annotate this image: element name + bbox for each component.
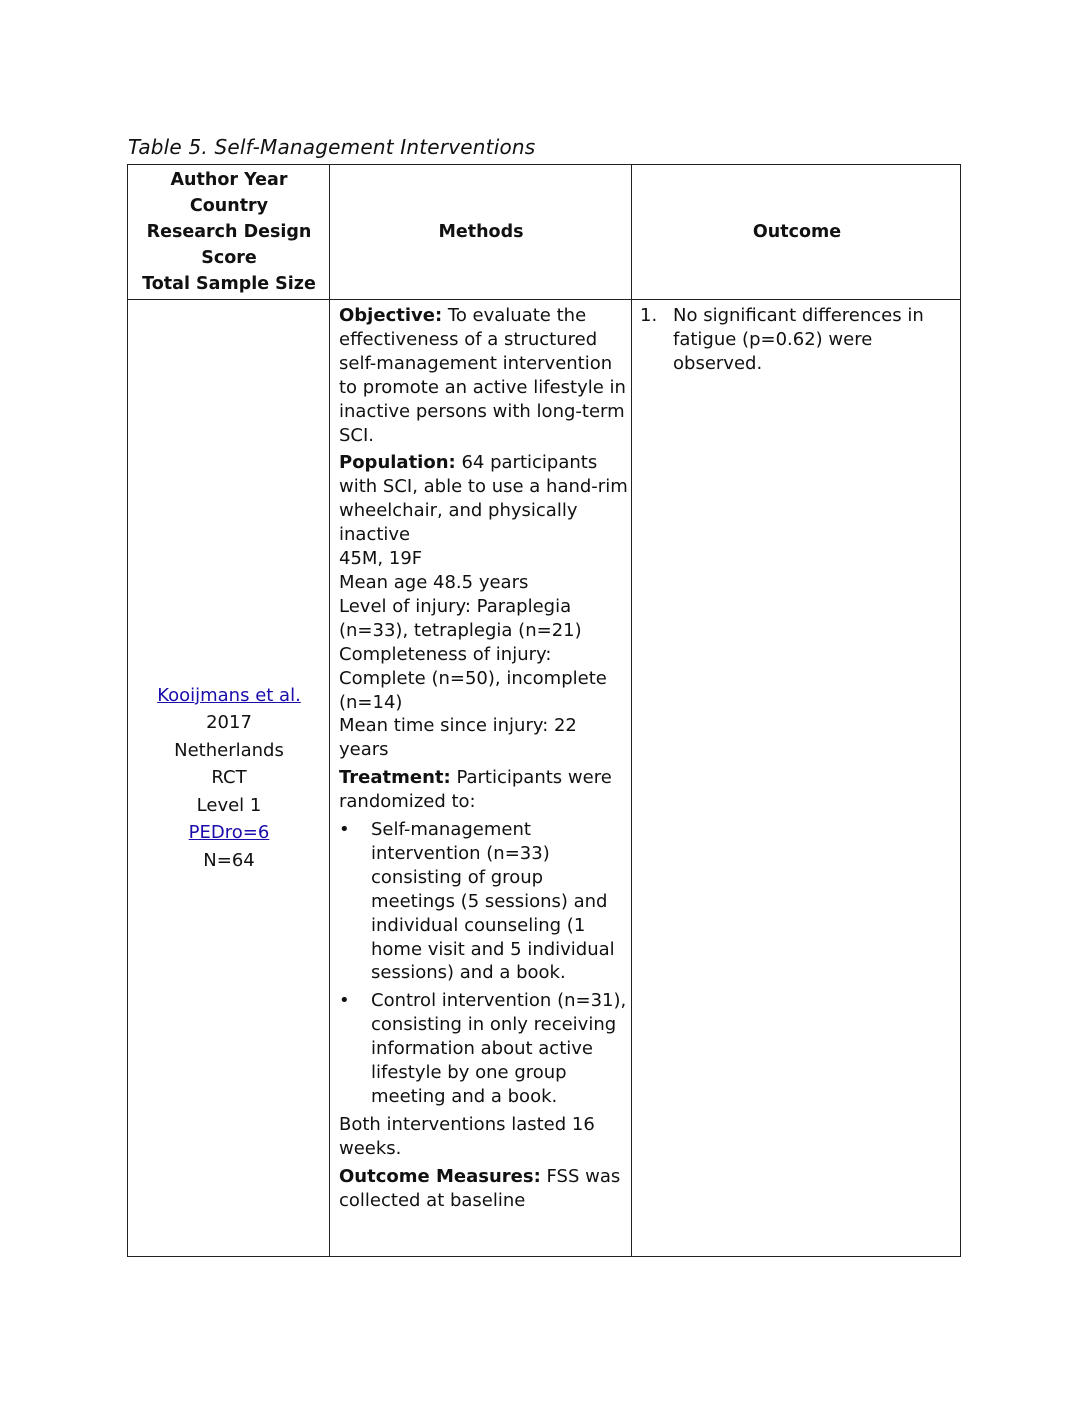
study-level: Level 1 (196, 794, 262, 816)
population-line: Completeness of injury: Complete (n=50), incomplete (n=14) (339, 643, 607, 713)
objective-block (339, 304, 629, 447)
outcome-number: 1. (640, 305, 658, 326)
treatment-block (339, 766, 629, 814)
population-line: Mean time since injury: 22 years (339, 715, 577, 761)
outcome-text: No significant differences in fatigue (p=0.62) were observed. (673, 305, 924, 374)
column-divider (631, 165, 632, 1256)
header-line: Country (189, 196, 269, 216)
treatment-list (339, 818, 629, 1109)
population-line: Mean age 48.5 years (339, 571, 529, 593)
population-label: Population: (339, 452, 456, 474)
list-item-text: Control intervention (n=31), consisting in only receiving information about active lifestyle by one group meeting and a book. (371, 990, 627, 1107)
header-line: Author Year (170, 170, 288, 190)
header-line: Score (201, 248, 257, 268)
header-outcome: Outcome (752, 222, 842, 242)
treatment-text: Participants were randomized to: (339, 767, 612, 813)
study-country: Netherlands (174, 739, 284, 761)
population-block (339, 451, 629, 762)
header-line: Total Sample Size (142, 274, 316, 294)
header-methods: Methods (438, 222, 524, 242)
study-year: 2017 (206, 712, 252, 734)
population-line: Level of injury: Paraplegia (n=33), tetraplegia (n=21) (339, 595, 582, 641)
population-text: 64 participants with SCI, able to use a hand-rim wheelchair, and physically inactive (339, 452, 628, 546)
list-item-text: Self-management intervention (n=33) consisting of group meetings (5 sessions) and individual counseling (1 home visit and 5 individual sessions) and a book. (371, 819, 615, 984)
study-design: RCT (211, 767, 247, 789)
study-info-cell (128, 300, 330, 1256)
list-item (339, 989, 629, 1109)
table-caption: Table 5. Self-Management Interventions (128, 135, 536, 159)
self-management-table (127, 164, 961, 1257)
outcome-measures-label: Outcome Measures: (339, 1165, 541, 1187)
outcome-measures-block (339, 1165, 629, 1213)
objective-text: To evaluate the effectiveness of a structured self-management intervention to promote an active lifestyle in inactive persons with long-term SCI. (339, 305, 626, 446)
outcome-item (640, 304, 958, 376)
list-item (339, 818, 629, 985)
population-line: 45M, 19F (339, 548, 423, 570)
pedro-score-link[interactable]: PEDro=6 (188, 822, 270, 844)
study-sample-size: N=64 (203, 849, 255, 871)
bullet-icon: • (339, 819, 350, 841)
outcome-measures-text: FSS was collected at baseline (339, 1165, 621, 1211)
outcome-cell (640, 304, 958, 376)
author-link[interactable]: Kooijmans et al. (157, 684, 301, 706)
header-line: Research Design (146, 222, 312, 242)
methods-cell (339, 304, 629, 1217)
treatment-label: Treatment: (339, 767, 451, 789)
bullet-icon: • (339, 990, 350, 1012)
header-author-year (128, 165, 330, 299)
duration-text: Both interventions lasted 16 weeks. (339, 1113, 595, 1159)
objective-label: Objective: (339, 305, 443, 326)
